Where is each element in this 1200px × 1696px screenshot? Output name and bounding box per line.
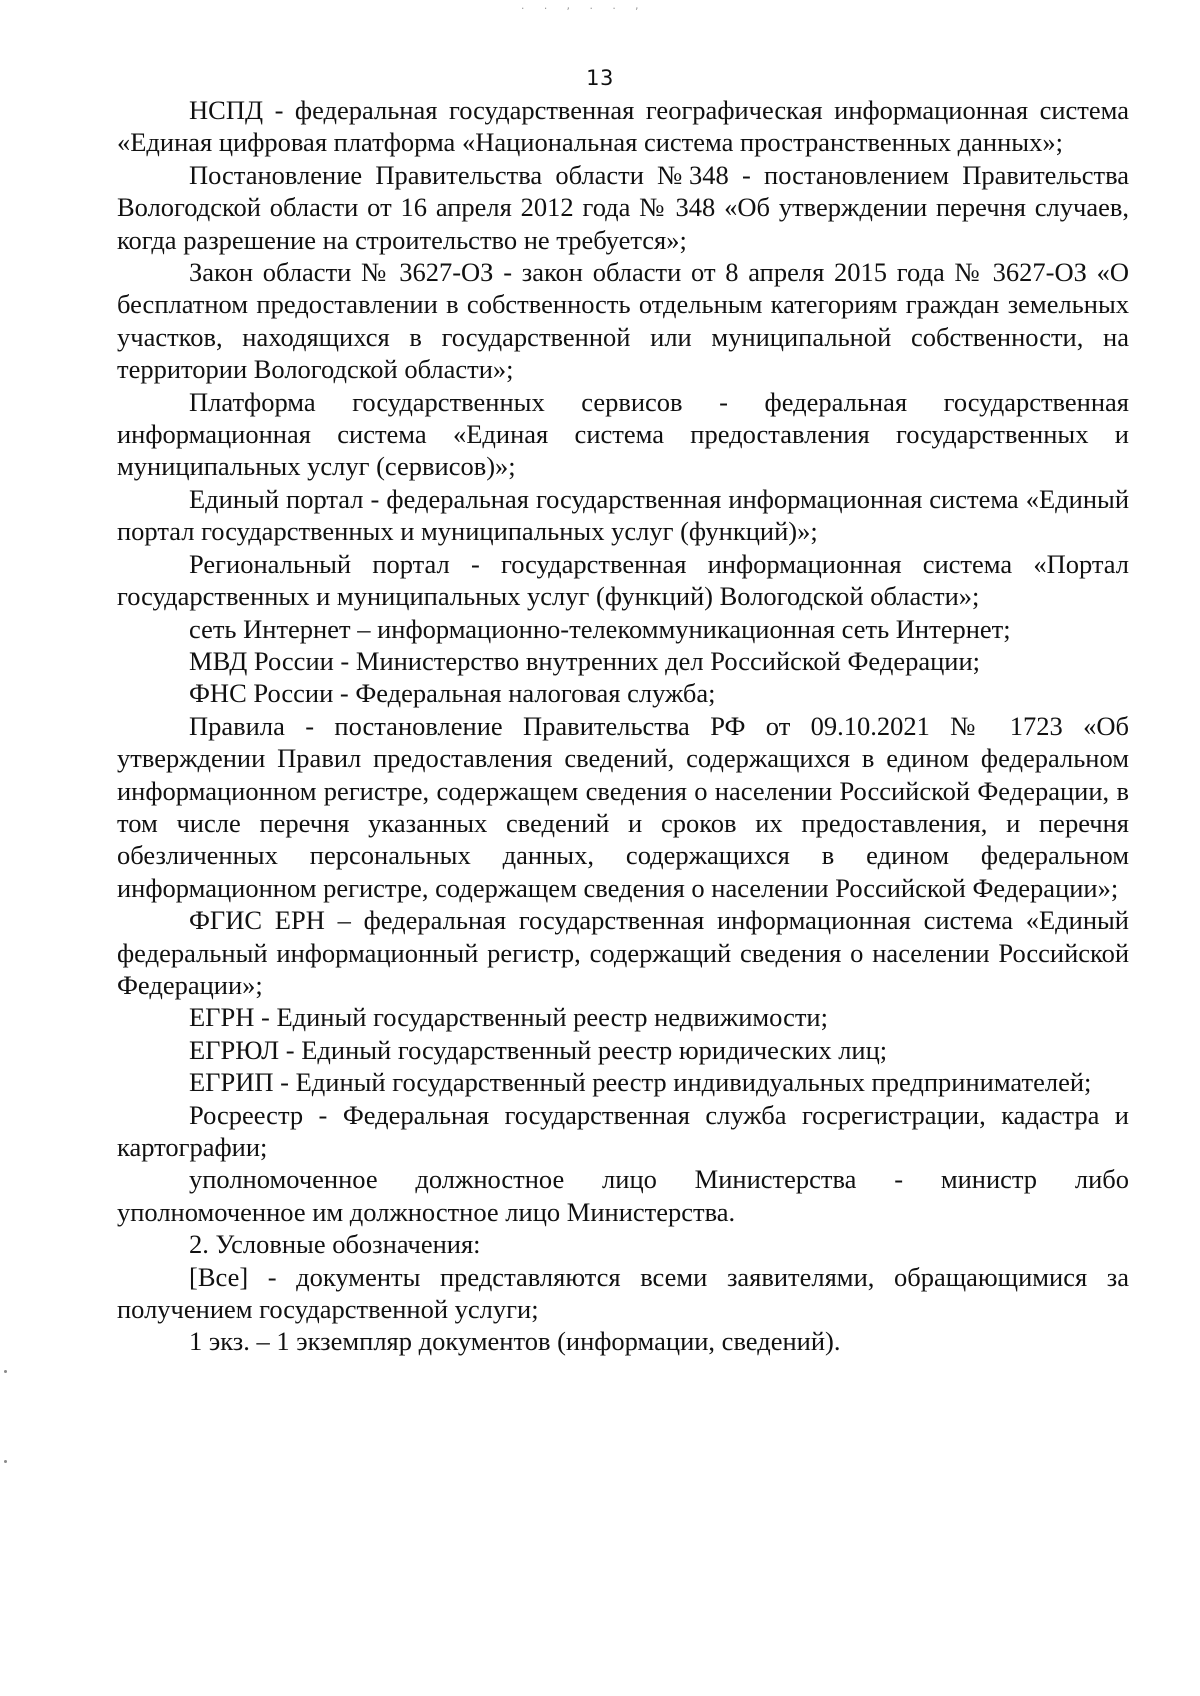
paragraph-mvd: МВД России - Министерство внутренних дел Российской Федерации; <box>189 645 981 676</box>
paragraph-nspd: НСПД - федеральная государственная географическая информационная система «Единая цифровая платформа «Национальная система пространственных данных»; <box>117 95 1129 158</box>
paragraph-rosreestr: Росреестр - Федеральная государственная служба госрегистрации, кадастра и картографии; <box>117 1099 1129 1162</box>
scan-edge-mark <box>4 1370 7 1373</box>
paragraph-egrul: ЕГРЮЛ - Единый государственный реестр юридических лиц; <box>189 1034 888 1065</box>
paragraph-vse: [Все] - документы представляются всеми заявителями, обращающимися за получением государственной услуги; <box>117 1261 1129 1325</box>
paragraph-zakon-3627: Закон области № 3627-ОЗ - закон области от 8 апреля 2015 года № 3627-ОЗ «О бесплатном предоставлении в собственность отдельным категориям граждан земельных участков, находящихся в государственной или муниципальной собственности, на территории Вологодской области»; <box>117 257 1129 385</box>
paragraph-egrip: ЕГРИП - Единый государственный реестр индивидуальных предпринимателей; <box>189 1067 1092 1098</box>
paragraph-postanovlenie-348: Постановление Правительства области №348 - постановлением Правительства Вологодской области от 16 апреля 2012 года № 348 «Об утверждении перечня случаев, когда разрешение на строительство не требуется»; <box>117 159 1129 255</box>
scan-noise-marks: . . , . . , <box>520 2 646 12</box>
paragraph-platforma-servisov: Платформа государственных сервисов - федеральная государственная информационная система «Единая система предоставления государственных и муниципальных услуг (сервисов)»; <box>117 386 1129 482</box>
paragraph-fns: ФНС России - Федеральная налоговая служба; <box>189 678 716 709</box>
page-number: 13 <box>586 66 614 90</box>
paragraph-upolnomochennoe-lico: уполномоченное должностное лицо Министерства - министр либо уполномоченное им должностное лицо Министерства. <box>117 1164 1129 1227</box>
paragraph-pravila: Правила - постановление Правительства РФ от 09.10.2021 № 1723 «Об утверждении Правил предоставления сведений, содержащихся в едином федеральном информационном регистре, содержащем сведения о населении Российской Федерации, в том числе перечня указанных сведений и сроков их предоставления, и перечня обезличенных персональных данных, содержащихся в едином федеральном информационном регистре, содержащем сведения о населении Российской Федерации»; <box>117 710 1129 903</box>
section-heading-uslovnye-oboznacheniya: 2. Условные обозначения: <box>189 1229 481 1260</box>
paragraph-regionalnyi-portal: Региональный портал - государственная информационная система «Портал государственных и муниципальных услуг (функций) Вологодской области»; <box>117 548 1129 612</box>
scan-edge-mark <box>4 1460 7 1463</box>
paragraph-edinyi-portal: Единый портал - федеральная государственная информационная система «Единый портал государственных и муниципальных услуг (функций)»; <box>117 483 1129 547</box>
paragraph-fgis-ern: ФГИС ЕРН – федеральная государственная информационная система «Единый федеральный информационный регистр, содержащий сведения о населении Российской Федерации»; <box>117 905 1129 1000</box>
paragraph-1-ekz: 1 экз. – 1 экземпляр документов (информации, сведений). <box>189 1326 841 1357</box>
document-body <box>117 94 1129 1358</box>
paragraph-egrn: ЕГРН - Единый государственный реестр недвижимости; <box>189 1002 828 1033</box>
paragraph-internet: сеть Интернет – информационно-телекоммуникационная сеть Интернет; <box>189 613 1011 644</box>
